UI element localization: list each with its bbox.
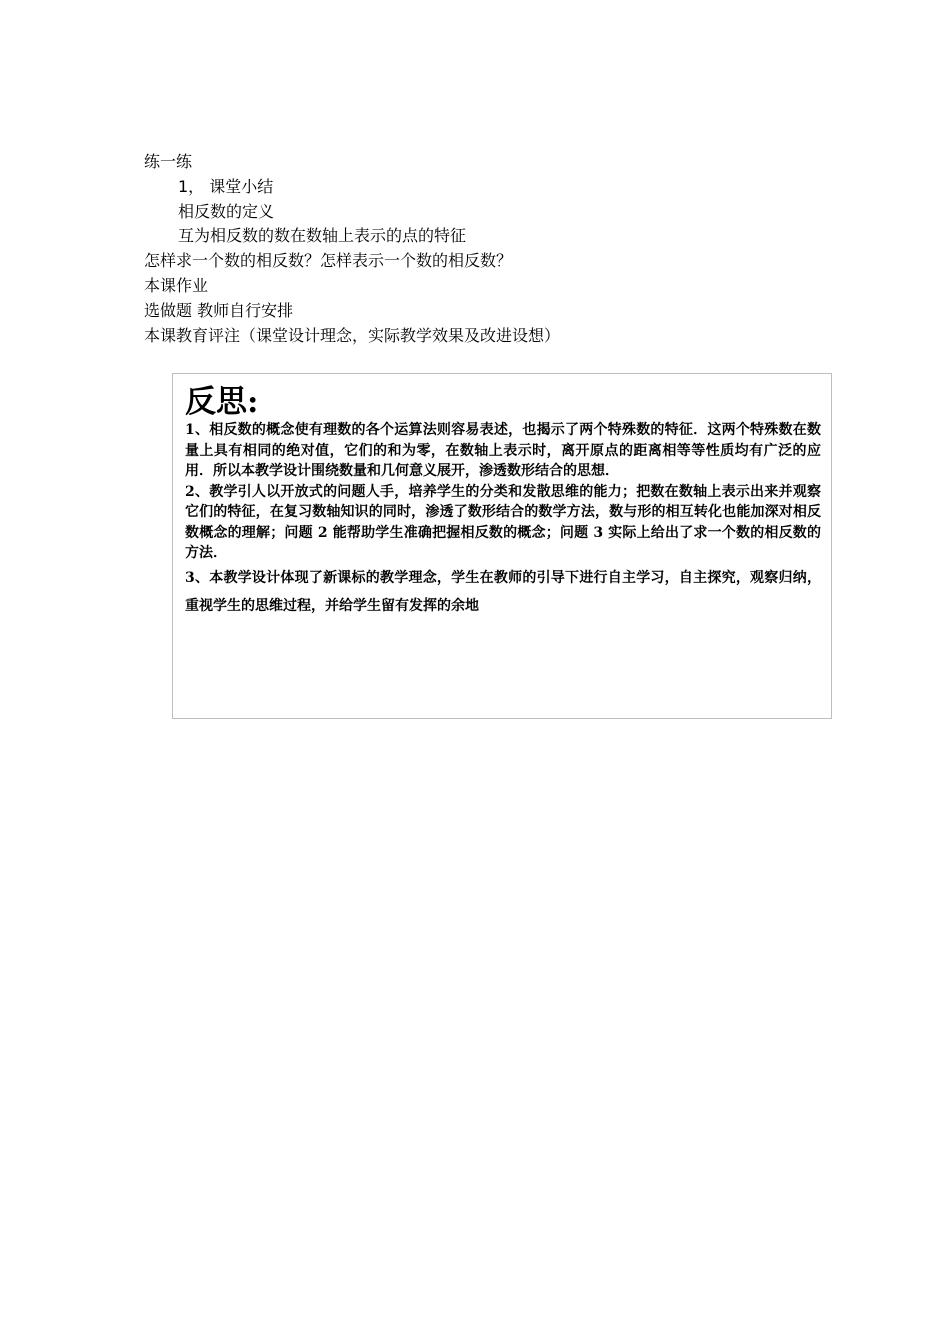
question-line: 怎样求一个数的相反数？怎样表示一个数的相反数？ — [144, 251, 513, 270]
reflection-box — [172, 373, 832, 719]
summary-heading: 1， 课堂小结 — [178, 177, 274, 196]
homework-heading: 本课作业 — [144, 276, 209, 295]
reflection-title: 反思: — [185, 384, 259, 420]
definition-item: 相反数的定义 — [178, 202, 275, 221]
reflection-body — [185, 420, 821, 620]
feature-item: 互为相反数的数在数轴上表示的点的特征 — [178, 226, 467, 245]
evaluation-line: 本课教育评注（课堂设计理念，实际教学效果及改进设想） — [144, 326, 561, 345]
reflection-paragraph-1: 1、相反数的概念使有理数的各个运算法则容易表述，也揭示了两个特殊数的特征．这两个特殊数在数量上具有相同的绝对值，它们的和为零，在数轴上表示时，离开原点的距离相等等性质均有广泛的应用．所以本教学设计围绕数量和几何意义展开，渗透数形结合的思想． — [185, 422, 821, 479]
reflection-paragraph-2: 2、教学引人以开放式的问题人手，培养学生的分类和发散思维的能力；把数在数轴上表示出来并观察它们的特征，在复习数轴知识的同时，渗透了数形结合的数学方法，数与形的相互转化也能加深对相反数概念的理解；问题 2 能帮助学生准确把握相反数的概念；问题 3 实际上给出了求一个数的相反数的方法． — [185, 483, 821, 561]
reflection-paragraph-3: 3、本教学设计体现了新课标的教学理念，学生在教师的引导下进行自主学习，自主探究，观察归纳，重视学生的思维过程，并给学生留有发挥的余地 — [185, 569, 821, 614]
practice-heading: 练一练 — [144, 152, 193, 171]
optional-line: 选做题 教师自行安排 — [144, 301, 294, 320]
